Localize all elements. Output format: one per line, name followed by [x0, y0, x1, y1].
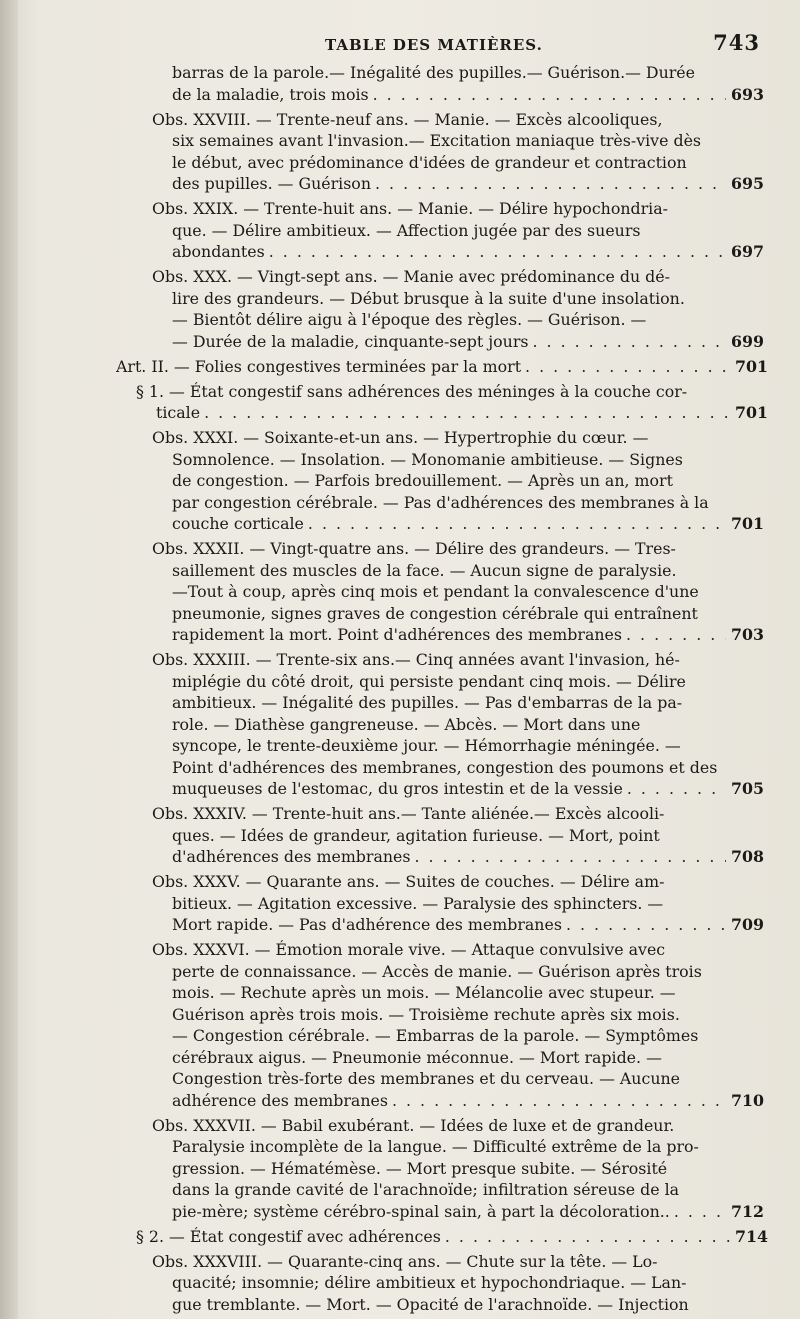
toc-page-number: 697	[731, 242, 764, 261]
toc-entry-text: Obs. XXIX. — Trente-huit ans. — Manie. — Délire hypochondria-	[152, 199, 668, 218]
toc-entry	[136, 1226, 768, 1248]
toc-entry-text: d'adhérences des membranes	[172, 847, 411, 866]
toc-entry-line	[172, 1047, 764, 1069]
toc-entry-text: cérébraux aigus. — Pneumonie méconnue. — Mort rapide. —	[172, 1047, 662, 1067]
toc-entry-text: Obs. XXXIII. — Trente-six ans.— Cinq années avant l'invasion, hé-	[152, 650, 680, 669]
toc-entry-text: de la maladie, trois mois	[172, 84, 369, 104]
toc-entry	[152, 427, 764, 535]
toc-entry	[172, 62, 764, 105]
toc-entry	[116, 356, 768, 378]
dot-leader	[269, 241, 726, 263]
toc-entry-line	[152, 1115, 764, 1137]
toc-entry-text: Paralysie incomplète de la langue. — Difficulté extrême de la pro-	[172, 1137, 699, 1156]
toc-entry	[152, 1115, 764, 1223]
dot-leader	[308, 513, 726, 535]
toc-entry-line	[172, 581, 764, 603]
toc-entry-text: saillement des muscles de la face. — Aucun signe de paralysie.	[172, 560, 677, 580]
dot-leader	[627, 778, 726, 800]
toc-entry-text: Congestion très-forte des membranes et du cerveau. — Aucune	[172, 1069, 681, 1088]
toc-page-number: 701	[731, 514, 764, 533]
toc-entry-text: —Tout à coup, après cinq mois et pendant la convalescence d'une	[172, 582, 699, 601]
toc-entry-text: Obs. XXXVII. — Babil exubérant. — Idées de luxe et de grandeur.	[152, 1115, 675, 1135]
toc-entry-line	[152, 266, 764, 288]
header-page-number: 743	[713, 30, 760, 55]
toc-page-number: 710	[731, 1090, 764, 1110]
dot-leader	[373, 84, 726, 106]
toc-entry-line	[172, 1179, 764, 1201]
toc-entry-line	[172, 961, 764, 983]
toc-entry-line	[152, 198, 764, 220]
header-title: TABLE DES MATIÈRES.	[325, 36, 543, 54]
toc-entry-text: bitieux. — Agitation excessive. — Paralysie des sphincters. —	[172, 893, 664, 913]
toc-entry-text: barras de la parole.— Inégalité des pupilles.— Guérison.— Durée	[172, 63, 696, 82]
toc-entry-text: § 2. — État congestif avec adhérences	[136, 1226, 441, 1246]
toc-entry-line	[172, 309, 764, 331]
toc-entry-text: mois. — Rechute après un mois. — Mélancolie avec stupeur. —	[172, 983, 676, 1002]
toc-entry-text: Art. II. — Folies congestives terminées par la mort	[116, 356, 522, 376]
toc-page-number: 693	[731, 84, 764, 104]
toc-page-number: 701	[735, 403, 768, 422]
toc-entry	[152, 266, 764, 352]
toc-entry-line	[172, 84, 764, 106]
toc-entry-text: couche corticale	[172, 514, 304, 533]
toc-entry-text: Obs. XXX. — Vingt-sept ans. — Manie avec prédominance du dé-	[152, 267, 670, 286]
toc-entry	[136, 381, 768, 424]
toc-entry-text: Mort rapide. — Pas d'adhérence des membranes	[172, 915, 562, 934]
toc-entry-line	[172, 331, 764, 353]
toc-entry-text: gue tremblante. — Mort. — Opacité de l'arachnoïde. — Injection	[172, 1294, 689, 1314]
toc-entry-line	[172, 152, 764, 174]
toc-entry-line	[152, 871, 764, 893]
toc-entry	[152, 871, 764, 936]
toc-entry-line	[172, 173, 764, 195]
toc-page-number: 699	[731, 331, 764, 351]
toc-entry-line	[152, 1251, 764, 1273]
toc-entry-text: six semaines avant l'invasion.— Excitation maniaque très-vive dès	[172, 131, 702, 150]
toc-entry-line	[172, 288, 764, 310]
dot-leader	[415, 846, 726, 868]
toc-entry-text: pie-mère; système cérébro-spinal sain, à part la décoloration..	[172, 1201, 670, 1221]
toc-entry	[152, 1251, 764, 1316]
toc-entry-line	[172, 492, 764, 514]
toc-entry	[152, 803, 764, 868]
toc-page-number: 708	[731, 847, 764, 866]
toc-entry-line	[152, 538, 764, 560]
toc-entry-line	[172, 1090, 764, 1112]
toc-entry-line	[172, 1136, 764, 1158]
toc-entry-text: Obs. XXXI. — Soixante-et-un ans. — Hypertrophie du cœur. —	[152, 428, 649, 447]
toc-page-number: 695	[731, 174, 764, 193]
toc-entry-text: le début, avec prédominance d'idées de grandeur et contraction	[172, 152, 687, 172]
toc-entry-text: lire des grandeurs. — Début brusque à la suite d'une insolation.	[172, 288, 685, 308]
table-of-contents	[108, 62, 768, 1319]
toc-entry-text: abondantes	[172, 242, 265, 261]
toc-entry-text: Obs. XXXII. — Vingt-quatre ans. — Délire des grandeurs. — Tres-	[152, 539, 676, 558]
dot-leader	[204, 402, 730, 424]
toc-entry-line	[116, 356, 768, 378]
dot-leader	[626, 624, 726, 646]
toc-entry-line	[172, 846, 764, 868]
toc-page-number: 703	[731, 625, 764, 644]
toc-page-number: 701	[735, 356, 768, 376]
toc-entry-text: Obs. XXXVI. — Émotion morale vive. — Attaque convulsive avec	[152, 940, 666, 959]
toc-entry-line	[156, 402, 768, 424]
toc-entry-line	[172, 130, 764, 152]
toc-entry-line	[172, 714, 764, 736]
running-header	[150, 28, 760, 60]
toc-entry-text: Obs. XXVIII. — Trente-neuf ans. — Manie. — Excès alcooliques,	[152, 109, 663, 129]
toc-entry-line	[172, 220, 764, 242]
dot-leader	[445, 1226, 730, 1248]
toc-entry	[152, 538, 764, 646]
toc-entry-line	[172, 692, 764, 714]
toc-entry-text: role. — Diathèse gangreneuse. — Abcès. — Mort dans une	[172, 714, 641, 734]
toc-entry-line	[172, 560, 764, 582]
toc-entry-line	[172, 893, 764, 915]
toc-entry-text: muqueuses de l'estomac, du gros intestin et de la vessie	[172, 779, 623, 798]
toc-entry-line	[172, 1068, 764, 1090]
toc-entry-line	[152, 427, 764, 449]
toc-entry	[152, 109, 764, 195]
toc-entry-line	[172, 1272, 764, 1294]
toc-entry-line	[172, 671, 764, 693]
toc-entry-line	[152, 109, 764, 131]
toc-entry-text: § 1. — État congestif sans adhérences des méninges à la couche cor-	[136, 381, 688, 401]
toc-page-number: 709	[731, 915, 764, 934]
toc-entry-line	[172, 449, 764, 471]
toc-entry-text: de congestion. — Parfois bredouillement. — Après un an, mort	[172, 471, 673, 490]
toc-entry-text: — Congestion cérébrale. — Embarras de la parole. — Symptômes	[172, 1026, 699, 1045]
toc-entry-line	[172, 1004, 764, 1026]
toc-entry-line	[172, 982, 764, 1004]
dot-leader	[533, 331, 727, 353]
toc-entry-line	[172, 62, 764, 84]
toc-entry-line	[172, 1294, 764, 1316]
toc-entry-text: des pupilles. — Guérison	[172, 174, 371, 193]
toc-entry-text: Obs. XXXV. — Quarante ans. — Suites de couches. — Délire am-	[152, 872, 665, 891]
toc-entry-line	[152, 649, 764, 671]
toc-entry-line	[172, 470, 764, 492]
toc-page-number: 712	[731, 1201, 764, 1221]
toc-entry-text: — Bientôt délire aigu à l'époque des règles. — Guérison. —	[172, 310, 647, 329]
toc-entry-text: rapidement la mort. Point d'adhérences des membranes	[172, 625, 622, 644]
page-gutter-shadow	[0, 0, 18, 1319]
toc-entry-text: Guérison après trois mois. — Troisième rechute après six mois.	[172, 1004, 680, 1024]
toc-entry-text: par congestion cérébrale. — Pas d'adhérences des membranes à la	[172, 492, 709, 512]
toc-entry	[152, 649, 764, 800]
toc-entry-line	[172, 1158, 764, 1180]
toc-entry-text: — Durée de la maladie, cinquante-sept jours	[172, 331, 529, 351]
dot-leader	[392, 1090, 726, 1112]
toc-entry	[152, 939, 764, 1111]
toc-entry-text: pneumonie, signes graves de congestion cérébrale qui entraînent	[172, 603, 698, 623]
toc-page-number: 705	[731, 779, 764, 798]
toc-entry-text: Point d'adhérences des membranes, congestion des poumons et des	[172, 757, 718, 777]
toc-entry-line	[172, 513, 764, 535]
toc-entry-text: gression. — Hématémèse. — Mort presque subite. — Sérosité	[172, 1158, 668, 1178]
toc-entry-line	[136, 1226, 768, 1248]
toc-entry-line	[172, 603, 764, 625]
dot-leader	[566, 914, 726, 936]
toc-entry-text: ques. — Idées de grandeur, agitation furieuse. — Mort, point	[172, 825, 660, 845]
toc-entry-line	[172, 825, 764, 847]
dot-leader	[674, 1201, 726, 1223]
toc-entry-text: dans la grande cavité de l'arachnoïde; infiltration séreuse de la	[172, 1180, 680, 1199]
toc-entry-line	[152, 803, 764, 825]
toc-entry-line	[172, 241, 764, 263]
toc-entry-line	[136, 381, 768, 403]
toc-entry-text: Obs. XXXVIII. — Quarante-cinq ans. — Chute sur la tête. — Lo-	[152, 1251, 658, 1271]
toc-entry-text: Obs. XXXIV. — Trente-huit ans.— Tante aliénée.— Excès alcooli-	[152, 804, 665, 823]
toc-entry-line	[172, 778, 764, 800]
dot-leader	[375, 173, 726, 195]
toc-entry-text: Somnolence. — Insolation. — Monomanie ambitieuse. — Signes	[172, 449, 683, 469]
toc-entry-line	[172, 1201, 764, 1223]
toc-entry-line	[152, 939, 764, 961]
toc-entry-text: perte de connaissance. — Accès de manie. — Guérison après trois	[172, 961, 702, 981]
toc-entry-line	[172, 735, 764, 757]
toc-entry-text: miplégie du côté droit, qui persiste pendant cinq mois. — Délire	[172, 671, 686, 691]
toc-entry-line	[172, 757, 764, 779]
toc-entry-text: que. — Délire ambitieux. — Affection jugée par des sueurs	[172, 220, 641, 240]
toc-page-number: 714	[735, 1226, 768, 1246]
toc-entry-text: quacité; insomnie; délire ambitieux et hypochondriaque. — Lan-	[172, 1273, 687, 1292]
toc-entry-text: adhérence des membranes	[172, 1090, 388, 1110]
toc-entry-line	[172, 914, 764, 936]
toc-entry-text: ambitieux. — Inégalité des pupilles. — Pas d'embarras de la pa-	[172, 693, 683, 712]
toc-entry-line	[172, 1025, 764, 1047]
toc-entry-line	[172, 624, 764, 646]
toc-entry-text: ticale	[156, 403, 201, 422]
dot-leader	[525, 356, 730, 378]
toc-entry	[152, 198, 764, 263]
toc-entry-text: syncope, le trente-deuxième jour. — Hémorrhagie méningée. —	[172, 736, 681, 755]
